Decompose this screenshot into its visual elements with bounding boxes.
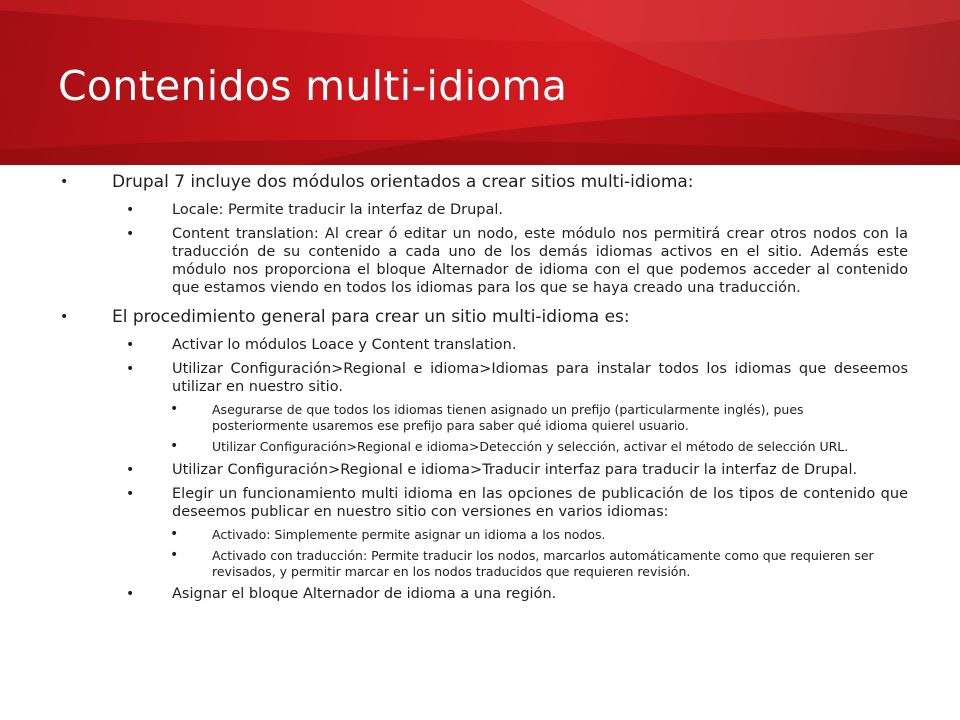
bullet-text: Content translation: Al crear ó editar un nodo, este módulo nos permitirá crear otros nodos con la traducción de su contenido a cada uno de los demás idiomas activos en el sitio. Además este módulo nos proporciona el bloque Alternador de idioma con el que podemos acceder al contenido que estamos viendo en todos los idiomas para los que se haya creado una traducción.: [172, 226, 908, 296]
bullet-level3: [0, 402, 902, 433]
bullet-level2: [0, 336, 908, 354]
bullet-level3: [0, 439, 902, 455]
bullet-text: Utilizar Configuración>Regional e idioma>Detección y selección, activar el método de selección URL.: [212, 439, 849, 454]
bullet-level3: [0, 527, 902, 543]
bullet-level1: [0, 307, 912, 328]
bullet-icon: •: [126, 361, 135, 377]
bullet-icon: •: [60, 309, 69, 325]
bullet-text: Asignar el bloque Alternador de idioma a una región.: [172, 586, 557, 602]
bullet-level2: [0, 201, 908, 219]
slide-content: [0, 172, 960, 609]
bullet-icon: •: [126, 586, 135, 602]
bullet-icon: •: [170, 401, 179, 417]
bullet-text: Activado con traducción: Permite traducir los nodos, marcarlos automáticamente como que requieren ser revisados, y permitir marcar en los nodos traducidos que requieren revisión.: [212, 548, 874, 579]
bullet-level2: [0, 461, 908, 479]
header-banner: [0, 0, 960, 165]
bullet-icon: •: [170, 525, 179, 542]
bullet-icon: •: [126, 461, 135, 478]
bullet-text: Activado: Simplemente permite asignar un idioma a los nodos.: [212, 526, 606, 542]
bullet-level1: [0, 172, 912, 193]
bullet-level2: [0, 585, 908, 603]
bullet-text: Utilizar Configuración>Regional e idioma>Traducir interfaz para traducir la interfaz de Drupal.: [172, 461, 858, 478]
bullet-text: Asegurarse de que todos los idiomas tienen asignado un prefijo (particularmente inglés), pues posteriormente usaremos ese prefijo para saber qué idioma quierel usuario.: [212, 402, 804, 433]
bullet-icon: •: [60, 174, 69, 190]
bullet-icon: •: [170, 438, 179, 454]
slide-title: Contenidos multi-idioma: [58, 62, 568, 110]
bullet-level2: [0, 485, 908, 521]
bullet-level2: [0, 225, 908, 297]
bullet-icon: •: [126, 202, 135, 218]
bullet-icon: •: [126, 337, 135, 353]
bullet-text: Elegir un funcionamiento multi idioma en las opciones de publicación de los tipos de contenido que deseemos publicar en nuestro sitio con versiones en varios idiomas:: [172, 485, 908, 520]
bullet-level2: [0, 360, 908, 396]
bullet-icon: •: [126, 485, 135, 502]
bullet-text: Locale: Permite traducir la interfaz de Drupal.: [172, 202, 504, 218]
bullet-icon: •: [126, 226, 135, 242]
bullet-text: Activar lo módulos Loace y Content translation.: [172, 337, 517, 353]
bullet-text: El procedimiento general para crear un sitio multi-idioma es:: [112, 307, 630, 327]
bullet-text: Drupal 7 incluye dos módulos orientados a crear sitios multi-idioma:: [112, 172, 694, 192]
bullet-text: Utilizar Configuración>Regional e idioma>Idiomas para instalar todos los idiomas que deseemos utilizar en nuestro sitio.: [172, 361, 908, 395]
bullet-level3: [0, 548, 902, 579]
bullet-icon: •: [170, 547, 179, 563]
